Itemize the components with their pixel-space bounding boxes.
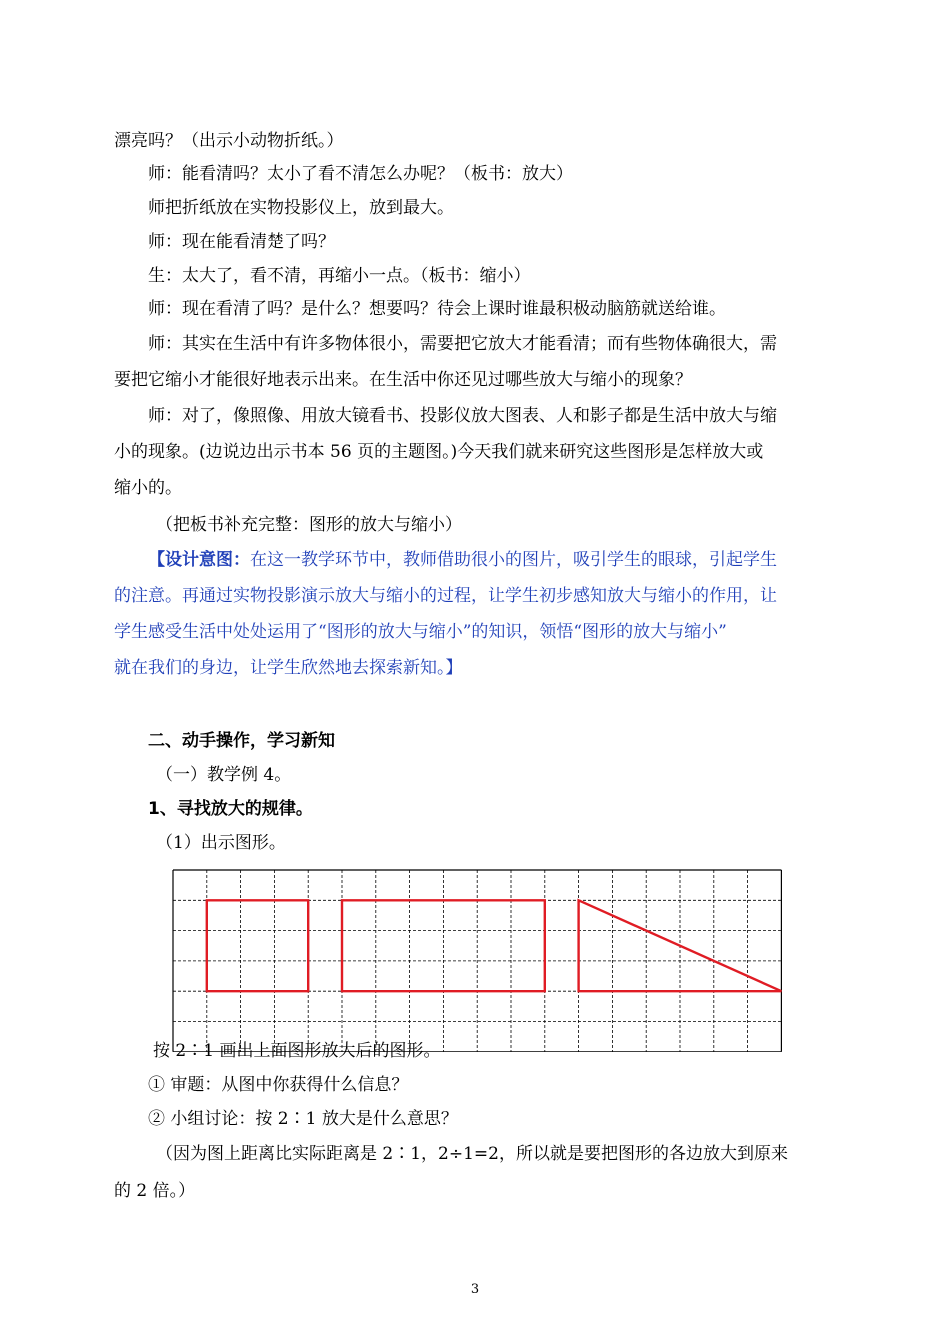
paragraph-8-line-3: 缩小的。: [114, 478, 182, 498]
design-intent-line-1: [148, 549, 777, 571]
paragraph-8-line-2: 小的现象。(边说边出示书本 56 页的主题图。)今天我们就来研究这些图形是怎样放大或: [114, 442, 764, 462]
paragraph-7-line-1: 师：其实在生活中有许多物体很小，需要把它放大才能看清；而有些物体确很大，需: [148, 334, 777, 354]
design-intent-line-4: 就在我们的身边，让学生欣然地去探索新知。】: [114, 658, 463, 678]
answer-line-1: （因为图上距离比实际距离是 2∶1，2÷1=2，所以就是要把图形的各边放大到原来: [156, 1144, 788, 1164]
question-1: ① 审题：从图中你获得什么信息？: [148, 1075, 409, 1095]
design-intent-line-2: 的注意。再通过实物投影演示放大与缩小的过程，让学生初步感知放大与缩小的作用，让: [114, 586, 777, 606]
paragraph-5: 生：太大了，看不清，再缩小一点。（板书：缩小）: [148, 266, 531, 286]
paragraph-4: 师：现在能看清楚了吗？: [148, 232, 335, 252]
figure-shapes: [207, 900, 782, 991]
paragraph-6: 师：现在看清了吗？是什么？想要吗？待会上课时谁最积极动脑筋就送给谁。: [148, 299, 726, 319]
answer-line-2: 的 2 倍。）: [114, 1181, 196, 1201]
subsection-example: （一）教学例 4。: [156, 765, 292, 785]
paragraph-2: 师：能看清吗？太小了看不清怎么办呢？（板书：放大）: [148, 164, 573, 184]
page-number: 3: [470, 1282, 480, 1297]
design-intent-label: 【设计意图：: [148, 550, 250, 570]
design-intent-line-3: 学生感受生活中处处运用了“图形的放大与缩小”的知识，领悟“图形的放大与缩小”: [114, 622, 727, 642]
subsection-find-rule: 1、寻找放大的规律。: [148, 799, 313, 819]
subsection-show-figure: （1）出示图形。: [156, 833, 286, 853]
paragraph-7-line-2: 要把它缩小才能很好地表示出来。在生活中你还见过哪些放大与缩小的现象？: [114, 370, 692, 390]
section-heading: 二、动手操作，学习新知: [148, 731, 335, 751]
square-shape: [207, 900, 308, 991]
paragraph-3: 师把折纸放在实物投影仪上，放到最大。: [148, 198, 454, 218]
paragraph-8-line-1: 师：对了，像照像、用放大镜看书、投影仪放大图表、人和影子都是生活中放大与缩: [148, 406, 777, 426]
paragraph-1: 漂亮吗？（出示小动物折纸。）: [114, 131, 344, 151]
question-2: ② 小组讨论：按 2∶1 放大是什么意思？: [148, 1109, 458, 1129]
paragraph-9: （把板书补充完整：图形的放大与缩小）: [156, 515, 462, 535]
design-intent-text-1: 在这一教学环节中，教师借助很小的图片，吸引学生的眼球，引起学生: [250, 550, 777, 570]
grid-lines: [173, 870, 781, 1052]
figure-caption: 按 2∶1 画出上面图形放大后的图形。: [153, 1041, 441, 1061]
grid-figure: [172, 869, 786, 1052]
